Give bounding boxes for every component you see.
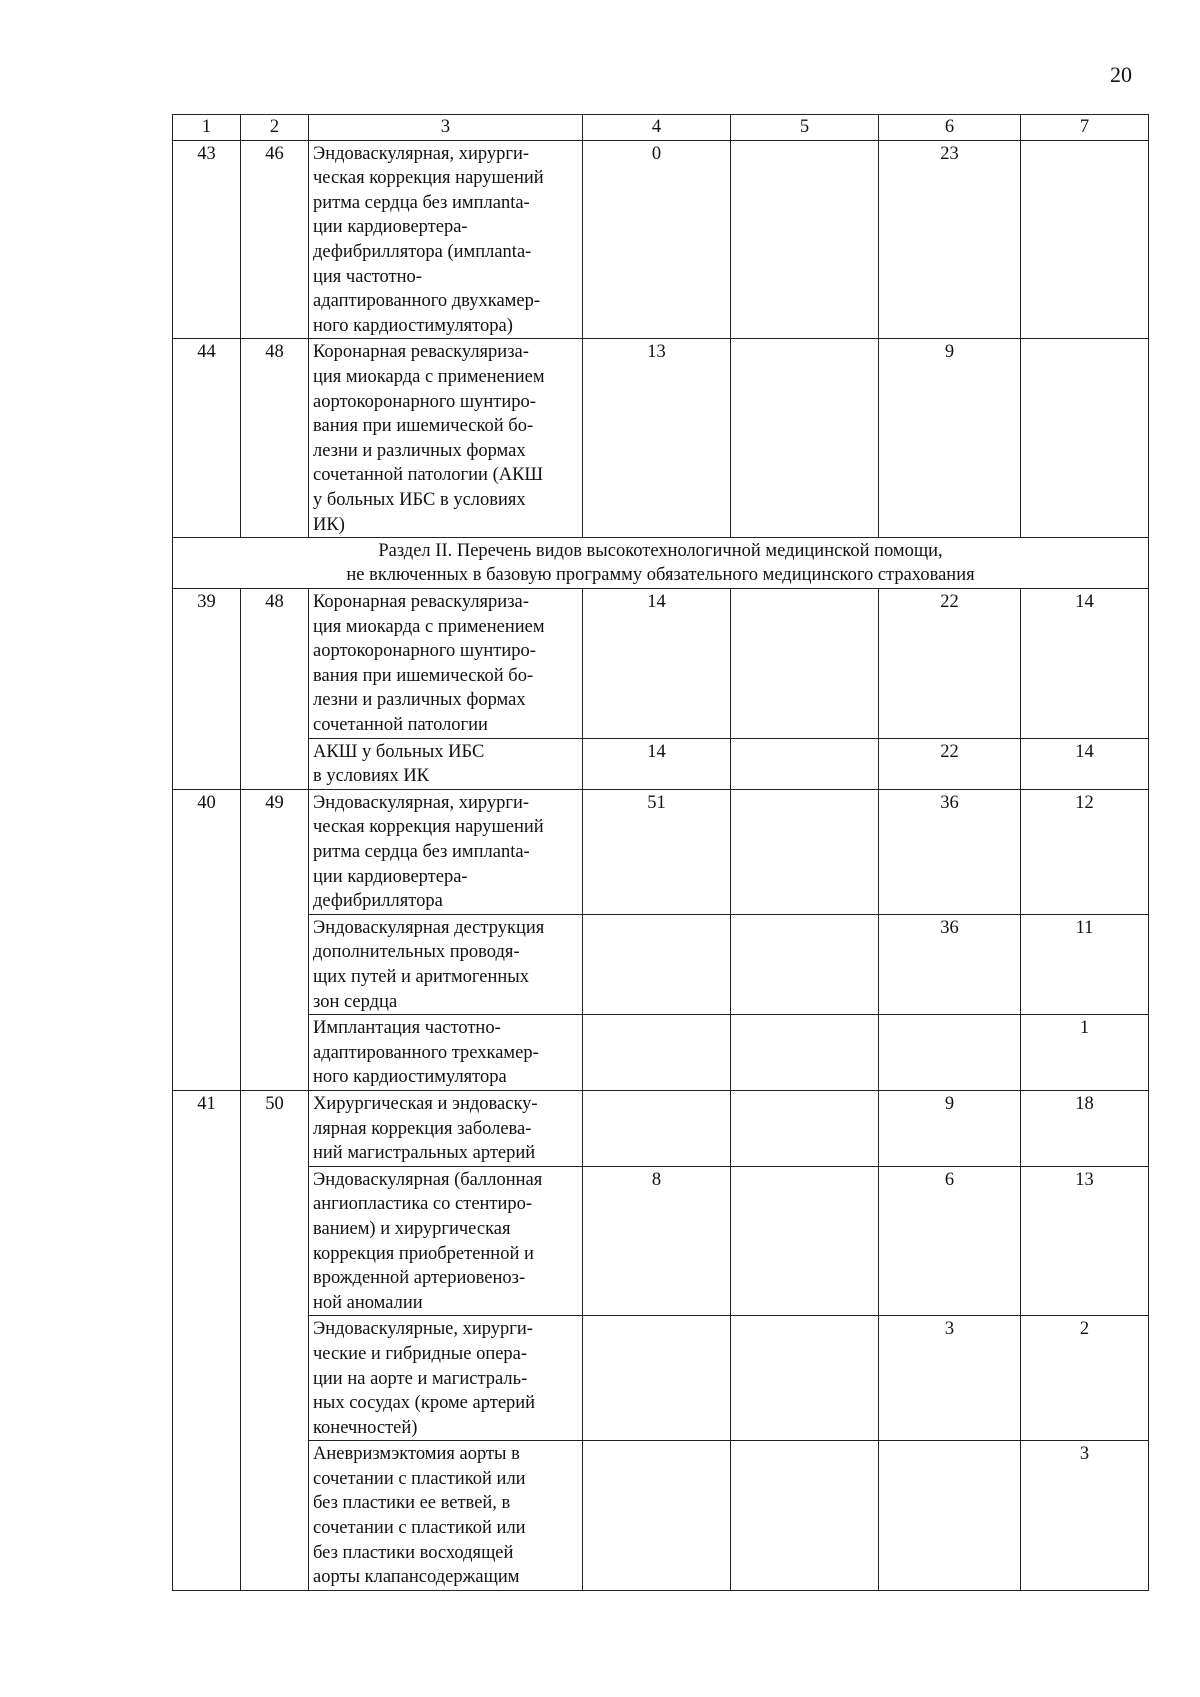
description-line: Хирургическая и эндоваску- xyxy=(313,1093,538,1114)
description-line: ритма сердца без имплanta- xyxy=(313,842,530,863)
row-number-cell: 41 xyxy=(173,1090,241,1590)
description-line: сочетании с пластикой или xyxy=(313,1518,526,1539)
description-line: лезни и различных формах xyxy=(313,440,526,461)
description-line: аорты клапансодержащим xyxy=(313,1567,520,1588)
value-cell-5 xyxy=(731,339,879,538)
value-cell-6 xyxy=(879,1015,1021,1091)
description-cell xyxy=(309,1316,583,1441)
description-line: Эндоваскулярная (баллонная xyxy=(313,1169,543,1190)
header-col-5: 5 xyxy=(731,115,879,141)
description-line: коррекция приобретенной и xyxy=(313,1243,534,1264)
value-cell-5 xyxy=(731,1166,879,1316)
value-cell-5 xyxy=(731,140,879,339)
value-cell-4: 51 xyxy=(583,789,731,914)
value-cell-7: 1 xyxy=(1021,1015,1149,1091)
value-cell-4 xyxy=(583,1316,731,1441)
description-line: Эндоваскулярная, хирурги- xyxy=(313,792,530,813)
description-line: ческая коррекция нарушений xyxy=(313,817,544,838)
description-line: адаптированного трехкамер- xyxy=(313,1042,539,1063)
section-title-line: Раздел II. Перечень видов высокотехнологичной медицинской помощи, xyxy=(378,541,943,562)
header-col-4: 4 xyxy=(583,115,731,141)
value-cell-4: 0 xyxy=(583,140,731,339)
description-cell xyxy=(309,1166,583,1316)
description-line: адаптированного двухкамер- xyxy=(313,291,540,312)
value-cell-5 xyxy=(731,1015,879,1091)
table-row xyxy=(173,589,1149,739)
value-cell-6: 22 xyxy=(879,589,1021,739)
value-cell-4: 14 xyxy=(583,738,731,789)
value-cell-7: 13 xyxy=(1021,1166,1149,1316)
description-line: ангиопластика со стентиро- xyxy=(313,1194,533,1215)
description-line: лярная коррекция заболева- xyxy=(313,1118,532,1139)
value-cell-6: 9 xyxy=(879,1090,1021,1166)
description-line: ного кардиостимулятора) xyxy=(313,315,513,336)
row-number-cell: 39 xyxy=(173,589,241,790)
description-line: вания при ишемической бо- xyxy=(313,416,534,437)
description-line: Коронарная реваскуляриза- xyxy=(313,342,529,363)
value-cell-5 xyxy=(731,1090,879,1166)
table-row xyxy=(173,914,1149,1014)
value-cell-4 xyxy=(583,914,731,1014)
description-line: Коронарная реваскуляриза- xyxy=(313,592,529,613)
row-number-cell: 40 xyxy=(173,789,241,1090)
value-cell-6 xyxy=(879,1441,1021,1591)
description-line: ческая коррекция нарушений xyxy=(313,168,544,189)
description-cell xyxy=(309,1090,583,1166)
description-line: ний магистральных артерий xyxy=(313,1143,536,1164)
header-col-1: 1 xyxy=(173,115,241,141)
description-line: Имплантация частотно- xyxy=(313,1018,501,1039)
table-row xyxy=(173,339,1149,538)
value-cell-4: 13 xyxy=(583,339,731,538)
value-cell-6: 3 xyxy=(879,1316,1021,1441)
value-cell-7: 2 xyxy=(1021,1316,1149,1441)
table-row xyxy=(173,1441,1149,1591)
description-line: Эндоваскулярные, хирурги- xyxy=(313,1319,533,1340)
table-row xyxy=(173,789,1149,914)
description-line: дефибриллятора xyxy=(313,891,443,912)
value-cell-6: 36 xyxy=(879,914,1021,1014)
value-cell-5 xyxy=(731,914,879,1014)
row-number-cell: 44 xyxy=(173,339,241,538)
value-cell-7: 14 xyxy=(1021,589,1149,739)
description-line: врожденной артериовеноз- xyxy=(313,1268,526,1289)
description-line: ванием) и хирургическая xyxy=(313,1218,511,1239)
description-line: ной аномалии xyxy=(313,1292,423,1313)
description-line: ных сосудах (кроме артерий xyxy=(313,1393,536,1414)
description-line: в условиях ИК xyxy=(313,766,430,787)
description-cell xyxy=(309,1015,583,1091)
value-cell-4: 8 xyxy=(583,1166,731,1316)
group-number-cell: 49 xyxy=(241,789,309,1090)
description-line: лезни и различных формах xyxy=(313,690,526,711)
group-number-cell: 48 xyxy=(241,339,309,538)
description-line: аортокоронарного шунтиро- xyxy=(313,391,536,412)
description-line: ного кардиостимулятора xyxy=(313,1067,507,1088)
description-line: вания при ишемической бо- xyxy=(313,665,534,686)
value-cell-6: 22 xyxy=(879,738,1021,789)
value-cell-5 xyxy=(731,589,879,739)
value-cell-4: 14 xyxy=(583,589,731,739)
header-col-6: 6 xyxy=(879,115,1021,141)
value-cell-7: 14 xyxy=(1021,738,1149,789)
header-row xyxy=(173,115,1149,141)
value-cell-4 xyxy=(583,1090,731,1166)
group-number-cell: 50 xyxy=(241,1090,309,1590)
description-line: ции на аорте и магистраль- xyxy=(313,1368,528,1389)
description-line: аортокоронарного шунтиро- xyxy=(313,641,536,662)
table-row xyxy=(173,1166,1149,1316)
value-cell-7: 18 xyxy=(1021,1090,1149,1166)
description-line: ция частотно- xyxy=(313,266,422,287)
table-row xyxy=(173,140,1149,339)
description-line: сочетании с пластикой или xyxy=(313,1468,526,1489)
value-cell-6: 9 xyxy=(879,339,1021,538)
value-cell-7 xyxy=(1021,339,1149,538)
value-cell-7: 11 xyxy=(1021,914,1149,1014)
value-cell-6: 6 xyxy=(879,1166,1021,1316)
description-line: без пластики восходящей xyxy=(313,1542,514,1563)
description-cell xyxy=(309,589,583,739)
description-line: АКШ у больных ИБС xyxy=(313,741,485,762)
description-line: ция миокарда с применением xyxy=(313,366,545,387)
table-body xyxy=(173,115,1149,1591)
group-number-cell: 48 xyxy=(241,589,309,790)
description-cell xyxy=(309,738,583,789)
description-line: щих путей и аритмогенных xyxy=(313,967,529,987)
header-col-2: 2 xyxy=(241,115,309,141)
value-cell-6: 23 xyxy=(879,140,1021,339)
section-title-line: не включенных в базовую программу обязательного медицинского страхования xyxy=(346,565,975,586)
value-cell-7: 3 xyxy=(1021,1441,1149,1591)
row-number-cell: 43 xyxy=(173,140,241,339)
header-col-3: 3 xyxy=(309,115,583,141)
value-cell-6: 36 xyxy=(879,789,1021,914)
description-line: дополнительных проводя- xyxy=(313,942,520,963)
description-line: сочетанной патологии (АКШ xyxy=(313,465,544,486)
description-cell xyxy=(309,1441,583,1591)
section-title-cell xyxy=(173,538,1149,589)
group-number-cell: 46 xyxy=(241,140,309,339)
description-line: Эндоваскулярная, хирурги- xyxy=(313,143,530,164)
description-line: ции кардиовертера- xyxy=(313,217,468,238)
description-line: зон сердца xyxy=(313,991,398,1012)
value-cell-4 xyxy=(583,1441,731,1591)
description-cell xyxy=(309,339,583,538)
description-cell xyxy=(309,789,583,914)
value-cell-5 xyxy=(731,1441,879,1591)
description-line: без пластики ее ветвей, в xyxy=(313,1493,511,1514)
value-cell-7 xyxy=(1021,140,1149,339)
description-line: Аневризмэктомия аорты в xyxy=(313,1444,520,1465)
description-line: конечностей) xyxy=(313,1417,418,1438)
description-line: сочетанной патологии xyxy=(313,715,488,736)
description-line: ческие и гибридные опера- xyxy=(313,1343,528,1364)
table-row xyxy=(173,1090,1149,1166)
section-row xyxy=(173,538,1149,589)
description-cell xyxy=(309,914,583,1014)
data-table xyxy=(172,114,1149,1591)
table-row xyxy=(173,738,1149,789)
description-line: у больных ИБС в условиях xyxy=(313,489,526,510)
description-cell xyxy=(309,140,583,339)
value-cell-5 xyxy=(731,1316,879,1441)
description-line: Эндоваскулярная деструкция xyxy=(313,917,545,938)
description-line: ритма сердца без имплanta- xyxy=(313,192,530,213)
table-row xyxy=(173,1316,1149,1441)
value-cell-7: 12 xyxy=(1021,789,1149,914)
description-line: ции кардиовертера- xyxy=(313,866,468,887)
value-cell-4 xyxy=(583,1015,731,1091)
value-cell-5 xyxy=(731,789,879,914)
table-row xyxy=(173,1015,1149,1091)
page-number: 20 xyxy=(1110,62,1132,87)
description-line: ция миокарда с применением xyxy=(313,616,545,637)
value-cell-5 xyxy=(731,738,879,789)
header-col-7: 7 xyxy=(1021,115,1149,141)
description-line: дефибриллятора (имплanta- xyxy=(313,241,532,262)
description-line: ИК) xyxy=(313,514,345,535)
